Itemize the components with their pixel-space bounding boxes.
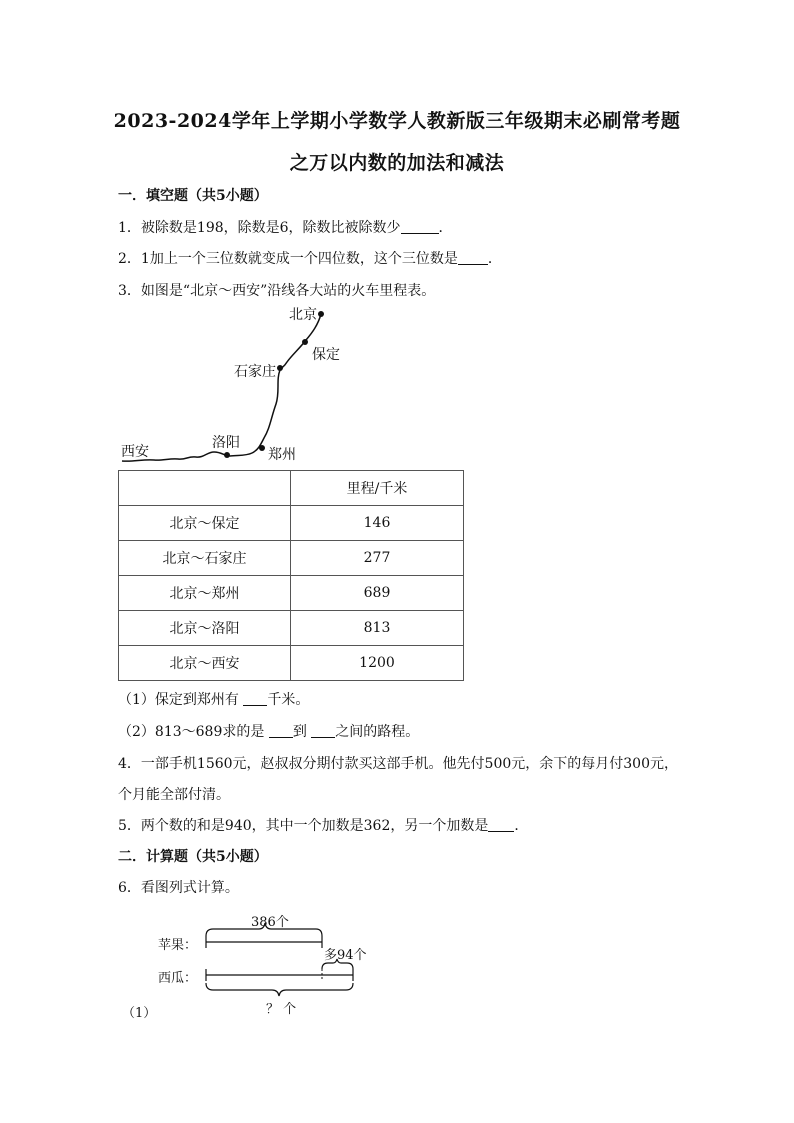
section-heading-calculation: 二．计算题（共5小题） xyxy=(118,849,268,865)
distance-cell: 277 xyxy=(291,541,464,576)
apple-count-label: 386个 xyxy=(251,915,289,930)
section-heading-fill-blank: 一．填空题（共5小题） xyxy=(118,188,268,204)
question-2: 2．1加上一个三位数就变成一个四位数，这个三位数是 ． xyxy=(118,251,502,267)
document-title-line-1: 2023-2024学年上学期小学数学人教新版三年级期末必刷常考题 xyxy=(113,110,681,132)
route-cell: 北京～郑州 xyxy=(119,576,291,611)
map-label-shijiazhuang: 石家庄 xyxy=(234,364,276,380)
map-label-xian: 西安 xyxy=(121,444,149,460)
question-4-line-1: 4．一部手机1560元，赵叔叔分期付款买这部手机。他先付500元，余下的每月付300元， xyxy=(118,756,678,772)
question-1: 1．被除数是198，除数是6，除数比被除数少 ． xyxy=(118,220,453,236)
question-6-text: 6．看图列式计算。 xyxy=(118,880,239,896)
bottom-brace xyxy=(206,983,353,996)
question-2-text: 2．1加上一个三位数就变成一个四位数，这个三位数是 xyxy=(118,251,458,267)
sub-question-label: （1） xyxy=(122,1006,157,1021)
map-label-zhengzhou: 郑州 xyxy=(268,447,296,463)
route-cell: 北京～洛阳 xyxy=(119,611,291,646)
melon-label: 西瓜： xyxy=(158,971,198,986)
question-mark-label: ？ 个 xyxy=(266,1002,297,1017)
document-title-line-2: 之万以内数的加法和减法 xyxy=(289,152,505,174)
question-5-text: 5．两个数的和是940，其中一个加数是362，另一个加数是 xyxy=(118,818,489,834)
question-3-text: 3．如图是“北京～西安”沿线各大站的火车里程表。 xyxy=(118,283,436,299)
route-cell: 北京～石家庄 xyxy=(119,541,291,576)
route-cell: 北京～保定 xyxy=(119,506,291,541)
difference-label: 多94个 xyxy=(324,948,367,963)
distance-cell: 146 xyxy=(291,506,464,541)
question-4-line-2: 个月能全部付清。 xyxy=(118,787,230,803)
question-3-sub-2: （2）813～689求的是 到 之间的路程。 xyxy=(118,724,420,740)
map-label-luoyang: 洛阳 xyxy=(212,435,240,451)
route-cell: 北京～西安 xyxy=(119,646,291,681)
apple-label: 苹果： xyxy=(158,938,198,953)
distance-cell: 1200 xyxy=(291,646,464,681)
question-3-sub-1: （1）保定到郑州有 千米。 xyxy=(118,692,310,708)
map-label-beijing: 北京 xyxy=(289,307,317,323)
question-1-text: 1．被除数是198，除数是6，除数比被除数少 xyxy=(118,220,401,236)
table-header-cell: 里程/千米 xyxy=(291,471,464,506)
distance-cell: 813 xyxy=(291,611,464,646)
question-5: 5．两个数的和是940，其中一个加数是362，另一个加数是 ． xyxy=(118,818,529,834)
map-label-baoding: 保定 xyxy=(312,347,340,363)
distance-cell: 689 xyxy=(291,576,464,611)
